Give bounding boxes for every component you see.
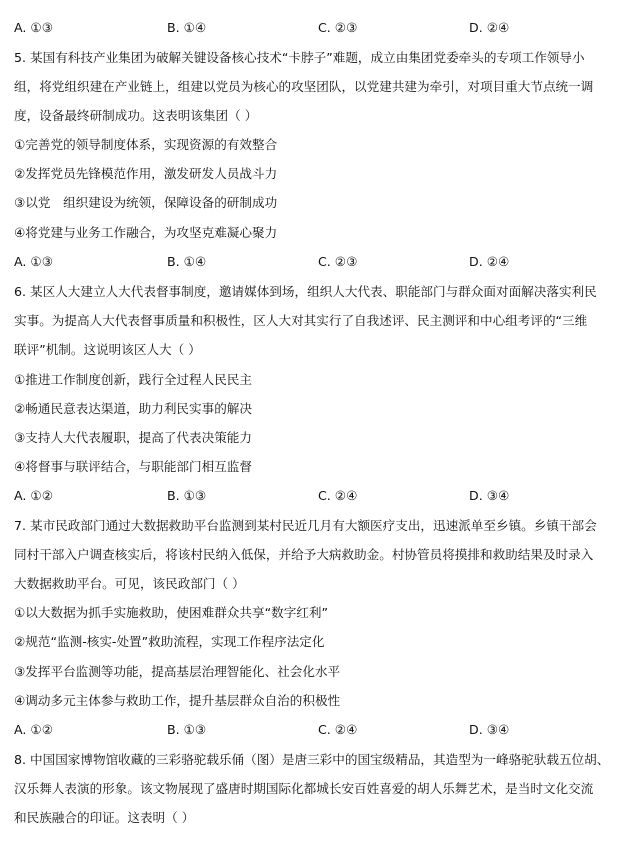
option-b: B. ①④ [167,20,207,35]
option-b: B. ①④ [167,254,207,269]
statement-2: ②发挥党员先锋模范作用，激发研发人员战斗力 [14,166,278,181]
options-row [14,488,634,504]
question-stem-line: 7. 某市民政部门通过大数据救助平台监测到某村民近几月有大额医疗支出，迅速派单至乡镇。乡镇干部会 [14,518,597,533]
statement-4: ④将督事与联评结合，与职能部门相互监督 [14,459,252,474]
option-c: C. ②④ [318,722,358,737]
statement-3: ③发挥平台监测等功能，提高基层治理智能化、社会化水平 [14,664,341,679]
option-d: D. ③④ [469,722,510,737]
option-a: A. ①② [14,722,53,737]
option-a: A. ①③ [14,20,53,35]
statement-4: ④调动多元主体参与救助工作，提升基层群众自治的积极性 [14,693,341,708]
question-stem-line: 6. 某区人大建立人大代表督事制度，邀请媒体到场，组织人大代表、职能部门与群众面对面解决落实利民 [14,284,597,299]
question-stem-line: 同村干部入户调查核实后，将该村民纳入低保，并给予大病救助金。村协管员将摸排和救助结果及时录入 [14,547,594,562]
option-c: C. ②③ [318,20,358,35]
options-row [14,722,634,738]
question-stem-line: 度，设备最终研制成功。这表明该集团（ ） [14,108,258,123]
question-stem-line: 5. 某国有科技产业集团为破解关键设备核心技术“卡脖子”难题，成立由集团党委牵头的专项工作领导小 [14,50,585,65]
question-stem-line: 联评”机制。这说明该区人大（ ） [14,342,201,357]
option-a: A. ①② [14,488,53,503]
option-c: C. ②③ [318,254,358,269]
option-c: C. ②④ [318,488,358,503]
statement-3: ③支持人大代表履职，提高了代表决策能力 [14,430,252,445]
question-stem-line: 8. 中国国家博物馆收藏的三彩骆驼载乐俑（图）是唐三彩中的国宝级精品，其造型为一峰骆驼驮载五位胡、 [14,752,610,767]
option-b: B. ①③ [167,488,207,503]
statement-3: ③以党 组织建设为统领，保障设备的研制成功 [14,195,278,210]
statement-2: ②畅通民意表达渠道，助力利民实事的解决 [14,401,252,416]
statement-1: ①完善党的领导制度体系，实现资源的有效整合 [14,137,278,152]
options-row [14,254,634,270]
option-d: D. ②④ [469,20,510,35]
question-stem-line: 汉乐舞人表演的形象。该文物展现了盛唐时期国际化都城长安百姓喜爱的胡人乐舞艺术，是当时文化交流 [14,781,594,796]
option-d: D. ②④ [469,254,510,269]
option-d: D. ③④ [469,488,510,503]
question-stem-line: 和民族融合的印证。这表明（ ） [14,810,195,825]
option-a: A. ①③ [14,254,53,269]
option-b: B. ①③ [167,722,207,737]
statement-4: ④将党建与业务工作融合，为攻坚克难凝心聚力 [14,225,278,240]
question-stem-line: 大数据救助平台。可见，该民政部门（ ） [14,576,245,591]
question-stem-line: 实事。为提高人大代表督事质量和积极性，区人大对其实行了自我述评、民主测评和中心组考评的“三维 [14,313,588,328]
question-stem-line: 组，将党组织建在产业链上，组建以党员为核心的攻坚团队，以党建共建为牵引，对项目重大节点统一调 [14,79,594,94]
statement-1: ①以大数据为抓手实施救助，使困难群众共享“数字红利” [14,605,328,620]
options-row [14,20,634,36]
statement-2: ②规范“监测-核实-处置”救助流程，实现工作程序法定化 [14,634,325,649]
statement-1: ①推进工作制度创新，践行全过程人民民主 [14,372,252,387]
